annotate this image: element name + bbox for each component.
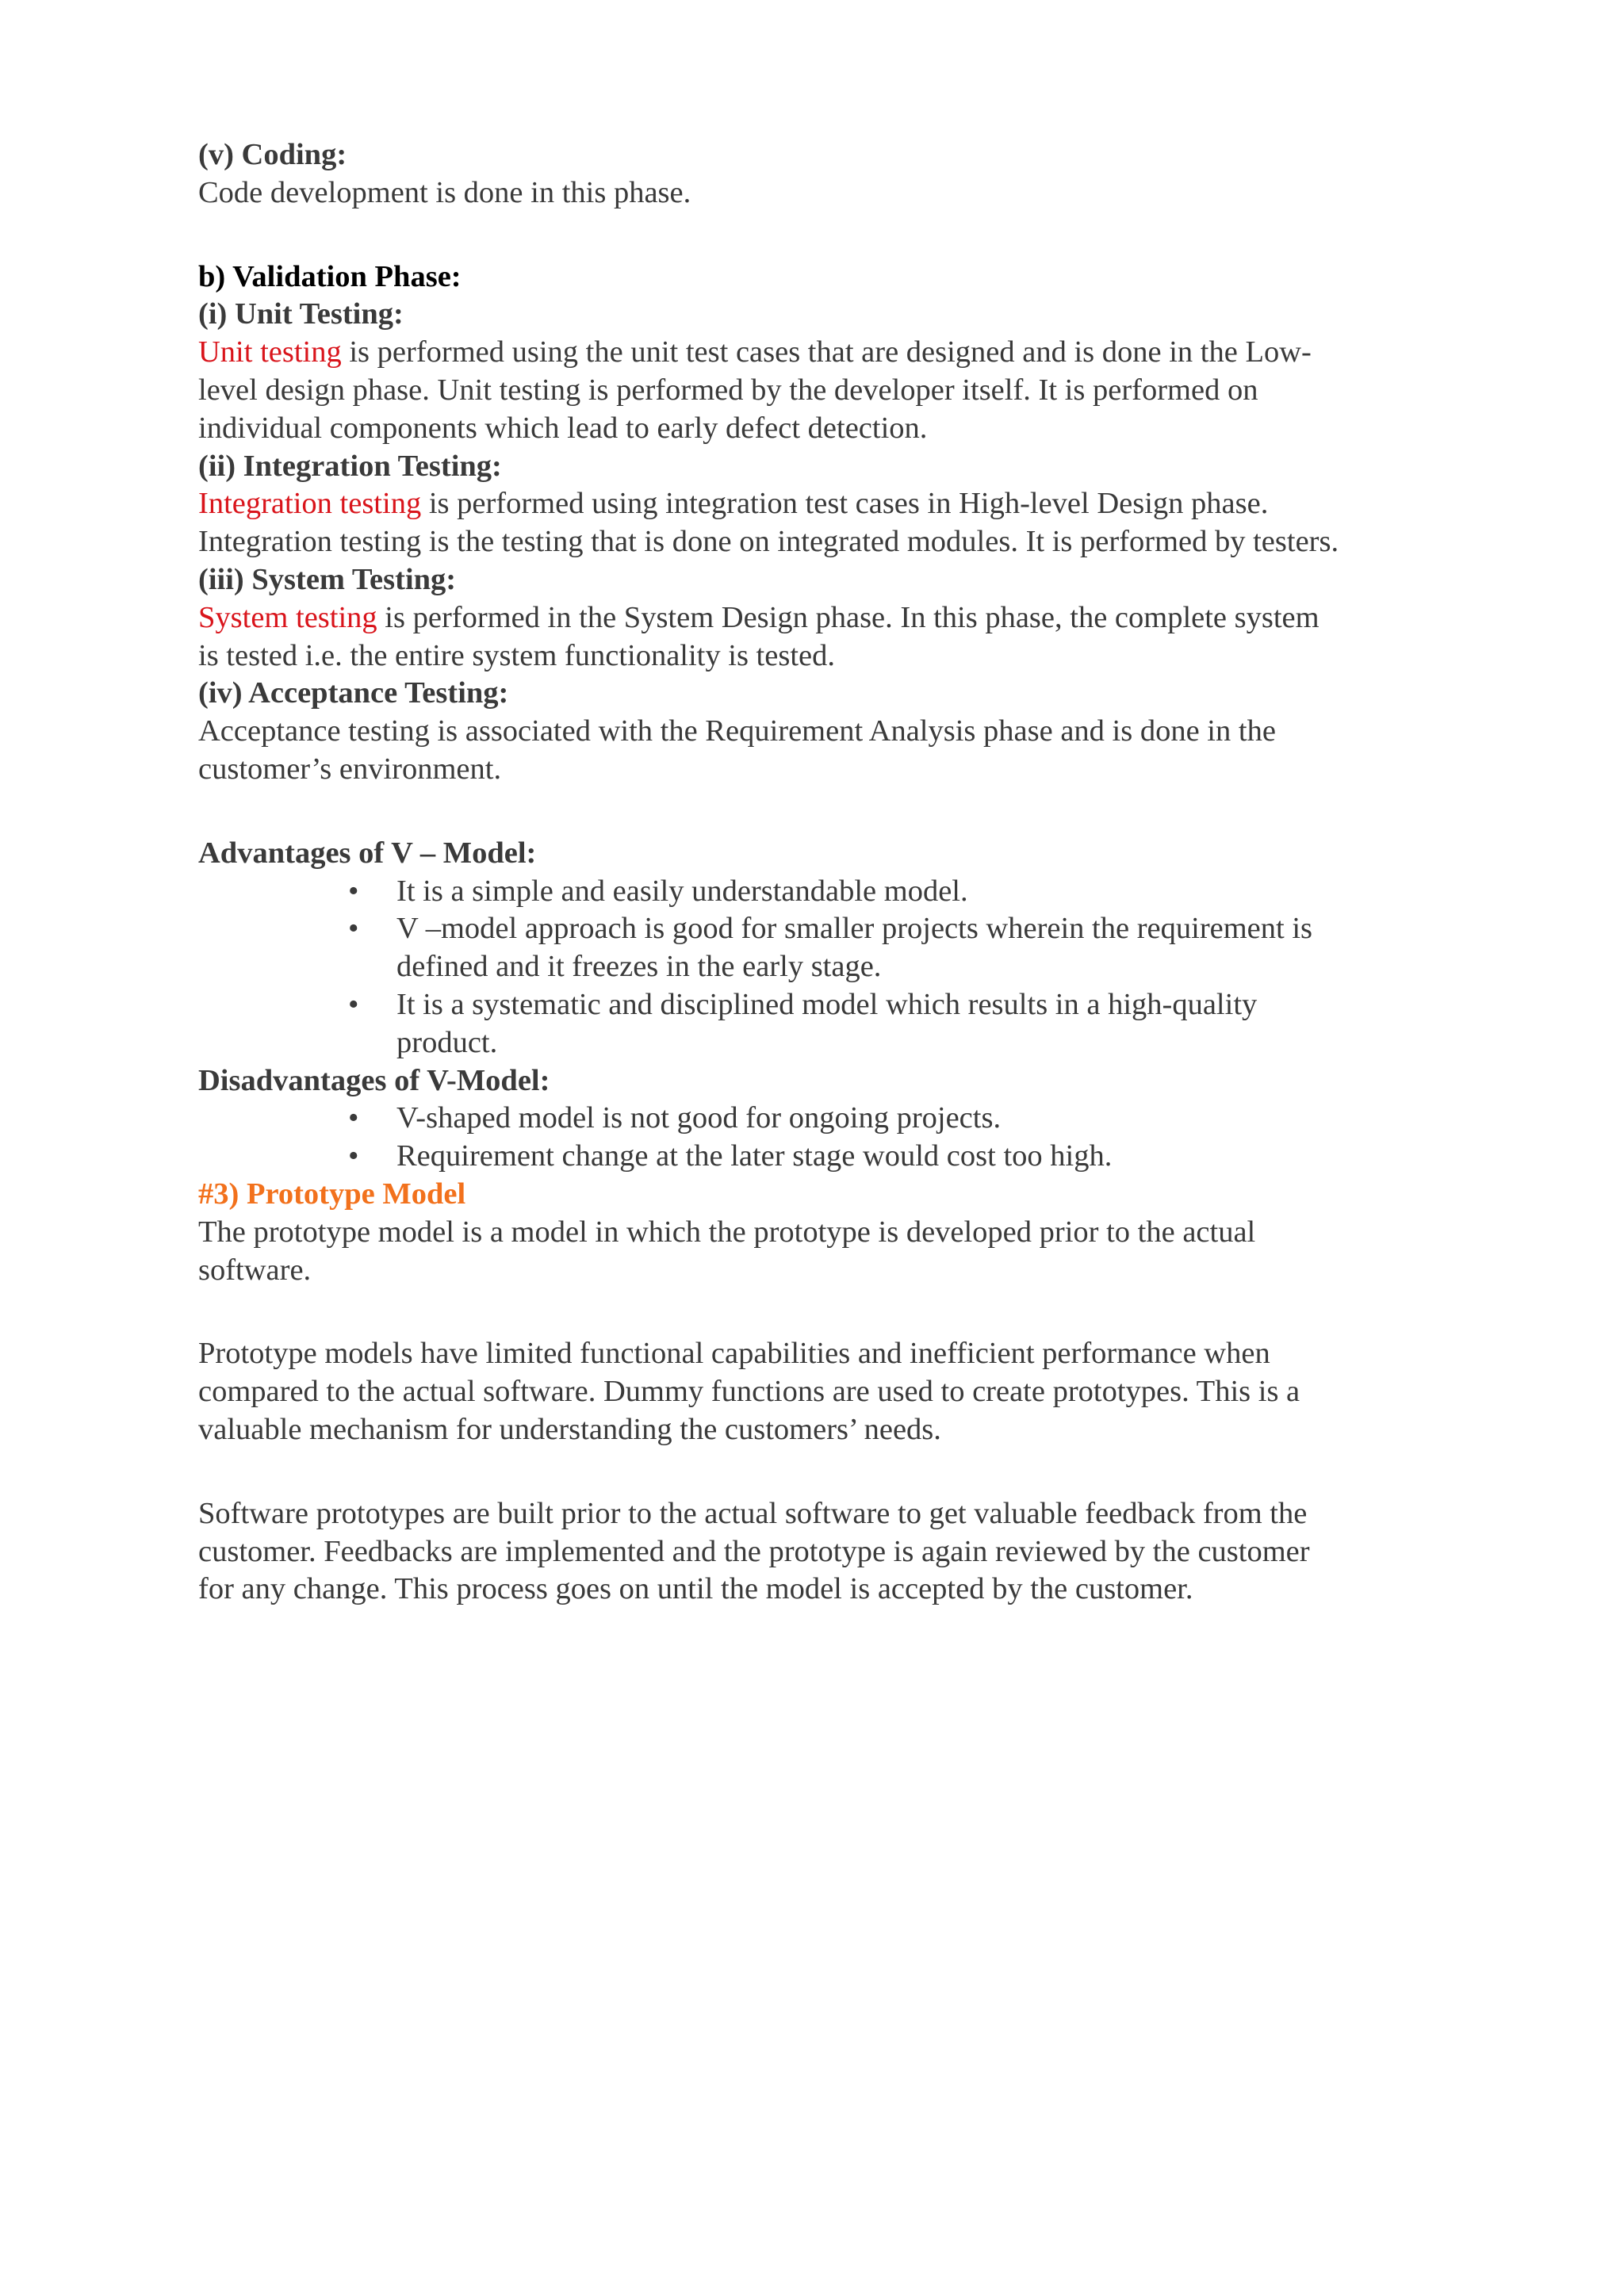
prototype-p3-line: Software prototypes are built prior to the actual software to get valuable feedback from the bbox=[198, 1496, 1308, 1530]
prototype-p1-line: software. bbox=[198, 1253, 312, 1287]
bullet-icon: • bbox=[348, 874, 359, 908]
system-testing-link[interactable]: System testing bbox=[198, 600, 377, 634]
system-testing-line-1-rest: is performed in the System Design phase. In this phase, the complete system bbox=[377, 600, 1320, 634]
prototype-model-heading: #3) Prototype Model bbox=[198, 1177, 466, 1211]
prototype-p2-line: Prototype models have limited functional capabilities and inefficient performance when bbox=[198, 1337, 1270, 1371]
list-item bbox=[198, 873, 1435, 911]
list-item-text: defined and it freezes in the early stage. bbox=[396, 950, 882, 984]
unit-testing-line-2: level design phase. Unit testing is performed by the developer itself. It is performed on bbox=[198, 373, 1258, 407]
bullet-icon: • bbox=[348, 1101, 359, 1135]
unit-testing-line-1 bbox=[198, 334, 1435, 372]
prototype-p3-line: customer. Feedbacks are implemented and the prototype is again reviewed by the customer bbox=[198, 1534, 1310, 1568]
list-item-text: Requirement change at the later stage would cost too high. bbox=[396, 1139, 1113, 1173]
coding-heading: (v) Coding: bbox=[198, 138, 347, 171]
spacer bbox=[198, 789, 1435, 835]
spacer bbox=[198, 1289, 1435, 1335]
list-item-text: product. bbox=[396, 1025, 498, 1059]
system-testing-line-2: is tested i.e. the entire system functionality is tested. bbox=[198, 638, 835, 672]
unit-testing-link[interactable]: Unit testing bbox=[198, 335, 342, 369]
unit-testing-line-1-rest: is performed using the unit test cases that are designed and is done in the Low- bbox=[341, 335, 1312, 369]
integration-testing-line-1-rest: is performed using integration test cases in High-level Design phase. bbox=[421, 487, 1269, 521]
integration-testing-link[interactable]: Integration testing bbox=[198, 487, 422, 521]
prototype-p1-line: The prototype model is a model in which the prototype is developed prior to the actual bbox=[198, 1215, 1256, 1249]
unit-testing-heading: (i) Unit Testing: bbox=[198, 297, 404, 331]
spacer bbox=[198, 212, 1435, 258]
integration-testing-line-1 bbox=[198, 485, 1435, 523]
unit-testing-line-3: individual components which lead to early defect detection. bbox=[198, 411, 928, 445]
advantages-heading: Advantages of V – Model: bbox=[198, 836, 537, 870]
integration-testing-line-2: Integration testing is the testing that is done on integrated modules. It is performed by testers. bbox=[198, 525, 1339, 559]
prototype-p2-line: valuable mechanism for understanding the customers’ needs. bbox=[198, 1412, 941, 1446]
disadvantages-list bbox=[198, 1100, 1435, 1176]
acceptance-testing-heading: (iv) Acceptance Testing: bbox=[198, 676, 509, 710]
list-item bbox=[198, 1100, 1435, 1138]
list-item-text: V –model approach is good for smaller projects wherein the requirement is bbox=[396, 912, 1313, 946]
prototype-p2-line: compared to the actual software. Dummy functions are used to create prototypes. This is a bbox=[198, 1375, 1300, 1409]
disadvantages-heading: Disadvantages of V-Model: bbox=[198, 1063, 550, 1097]
list-item-text: It is a simple and easily understandable model. bbox=[396, 874, 968, 908]
coding-text: Code development is done in this phase. bbox=[198, 175, 691, 209]
list-item bbox=[198, 910, 1435, 986]
list-item bbox=[198, 1138, 1435, 1176]
system-testing-line-1 bbox=[198, 599, 1435, 637]
list-item bbox=[198, 986, 1435, 1062]
acceptance-testing-line-1: Acceptance testing is associated with the Requirement Analysis phase and is done in the bbox=[198, 714, 1276, 748]
advantages-list bbox=[198, 873, 1435, 1062]
bullet-icon: • bbox=[348, 987, 359, 1021]
bullet-icon: • bbox=[348, 1139, 359, 1173]
bullet-icon: • bbox=[348, 912, 359, 946]
validation-phase-heading: b) Validation Phase: bbox=[198, 259, 462, 293]
list-item-text: V-shaped model is not good for ongoing projects. bbox=[396, 1101, 1002, 1135]
prototype-p3-line: for any change. This process goes on until the model is accepted by the customer. bbox=[198, 1572, 1193, 1606]
list-item-text: It is a systematic and disciplined model which results in a high-quality bbox=[396, 987, 1258, 1021]
integration-testing-heading: (ii) Integration Testing: bbox=[198, 449, 502, 483]
acceptance-testing-line-2: customer’s environment. bbox=[198, 752, 502, 786]
spacer bbox=[198, 1449, 1435, 1495]
system-testing-heading: (iii) System Testing: bbox=[198, 562, 457, 596]
document-page bbox=[198, 136, 1435, 1609]
